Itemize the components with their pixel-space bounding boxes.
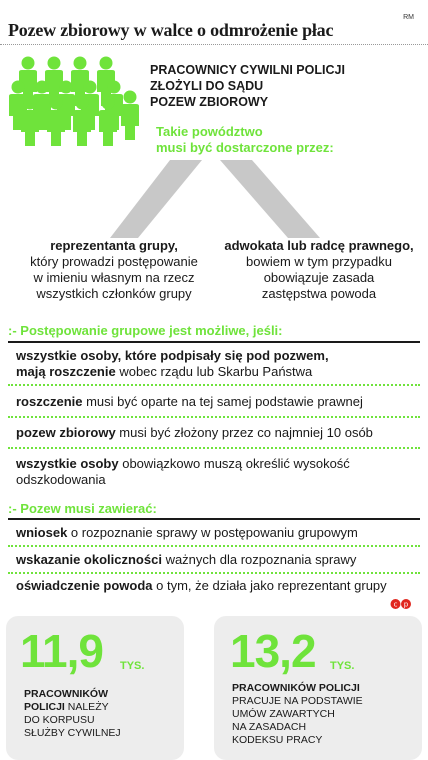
section2-rule (8, 518, 420, 520)
item-bold: wskazanie okoliczności (16, 552, 162, 567)
stat-text: DO KORPUSU (24, 714, 95, 726)
question-line: musi być dostarczone przez: (156, 140, 334, 155)
section1-rule (8, 341, 420, 343)
lead-line: POZEW ZBIOROWY (150, 95, 269, 109)
option-line: obowiązuje zasada (263, 270, 375, 285)
item-text: o rozpoznanie sprawy w postępowaniu grupowym (67, 525, 358, 540)
item-text: o tym, że działa jako reprezentant grupy (152, 578, 387, 593)
section1-heading (8, 323, 283, 338)
people-crowd-icon (8, 56, 142, 148)
option-line: w imieniu własnym na rzecz (33, 270, 195, 285)
stat-text: NALEŻY (64, 701, 109, 713)
item-divider (8, 545, 420, 547)
lead-line: PRACOWNICY CYWILNI POLICJI (150, 63, 345, 77)
delivery-question (156, 124, 334, 156)
option-line: bowiem w tym przypadku (246, 254, 392, 269)
item-bold: oświadczenie powoda (16, 578, 153, 593)
stat-description (24, 688, 174, 740)
stat-bold: POLICJI (24, 701, 65, 713)
list-item (16, 456, 420, 488)
header-divider (0, 44, 428, 45)
list-item (16, 348, 420, 380)
stat-bold: PRACOWNIKÓW POLICJI (232, 682, 360, 694)
list-item (16, 578, 420, 594)
svg-text:p: p (403, 600, 409, 609)
right-arrow (220, 160, 320, 238)
stat-text: KODEKSU PRACY (232, 734, 323, 746)
item-bold: mają roszczenie (16, 364, 116, 379)
credit: RM (403, 14, 414, 21)
stat-unit: TYS. (330, 660, 355, 672)
copyright-icon (390, 598, 412, 610)
stat-value: 11,9 (20, 625, 103, 677)
stat-text: SŁUŻBY CYWILNEJ (24, 727, 121, 739)
list-item (16, 394, 420, 410)
lead-text (150, 62, 345, 110)
stat-unit: TYS. (120, 660, 145, 672)
item-bold: pozew zbiorowy (16, 425, 116, 440)
stat-text: NA ZASADACH (232, 721, 307, 733)
colon-bullet: :- (8, 501, 21, 516)
option-line: wszystkich członków grupy (36, 286, 192, 301)
item-divider (8, 572, 420, 574)
question-line: Takie powództwo (156, 124, 263, 139)
item-text: musi być złożony przez co najmniej 10 osób (115, 425, 373, 440)
item-text: wobec rządu lub Skarbu Państwa (115, 364, 313, 379)
svg-text:c: c (393, 600, 398, 609)
item-divider (8, 447, 420, 449)
item-text: obowiązkowo muszą określić wysokość (118, 456, 350, 471)
page-title: Pozew zbiorowy w walce o odmrożenie płac (8, 20, 334, 40)
option-line: zastępstwa powoda (261, 286, 377, 301)
section1-heading-text: Postępowanie grupowe jest możliwe, jeśli: (20, 323, 283, 338)
colon-bullet: :- (8, 323, 21, 338)
list-item (16, 552, 420, 568)
item-bold: wniosek (16, 525, 68, 540)
stat-description (232, 682, 418, 747)
item-divider (8, 384, 420, 386)
left-arrow (110, 160, 202, 238)
stat-box-2 (214, 616, 422, 760)
item-bold: roszczenie (16, 394, 83, 409)
item-bold: wszystkie osoby (16, 456, 119, 471)
split-arrows (110, 160, 350, 242)
item-text: odszkodowania (16, 472, 106, 487)
stat-text: PRACUJE NA PODSTAWIE (232, 695, 363, 707)
stat-text: UMÓW ZAWARTYCH (232, 708, 335, 720)
option-bold: reprezentanta grupy, (50, 238, 178, 253)
stat-value: 13,2 (230, 625, 316, 677)
item-text: ważnych dla rozpoznania sprawy (161, 552, 357, 567)
representative-option (16, 238, 212, 302)
lead-line: ZŁOŻYLI DO SĄDU (150, 79, 264, 93)
item-bold: wszystkie osoby, które podpisały się pod pozwem, (16, 348, 329, 363)
stat-bold: PRACOWNIKÓW (24, 688, 108, 700)
option-line: który prowadzi postępowanie (30, 254, 198, 269)
list-item (16, 425, 420, 441)
stat-box-1 (6, 616, 184, 760)
list-item (16, 525, 420, 541)
section2-heading-text: Pozew musi zawierać: (20, 501, 157, 516)
section2-heading (8, 501, 157, 516)
item-divider (8, 416, 420, 418)
lawyer-option (214, 238, 424, 302)
option-bold: adwokata lub radcę prawnego, (224, 238, 414, 253)
item-text: musi być oparte na tej samej podstawie prawnej (82, 394, 363, 409)
